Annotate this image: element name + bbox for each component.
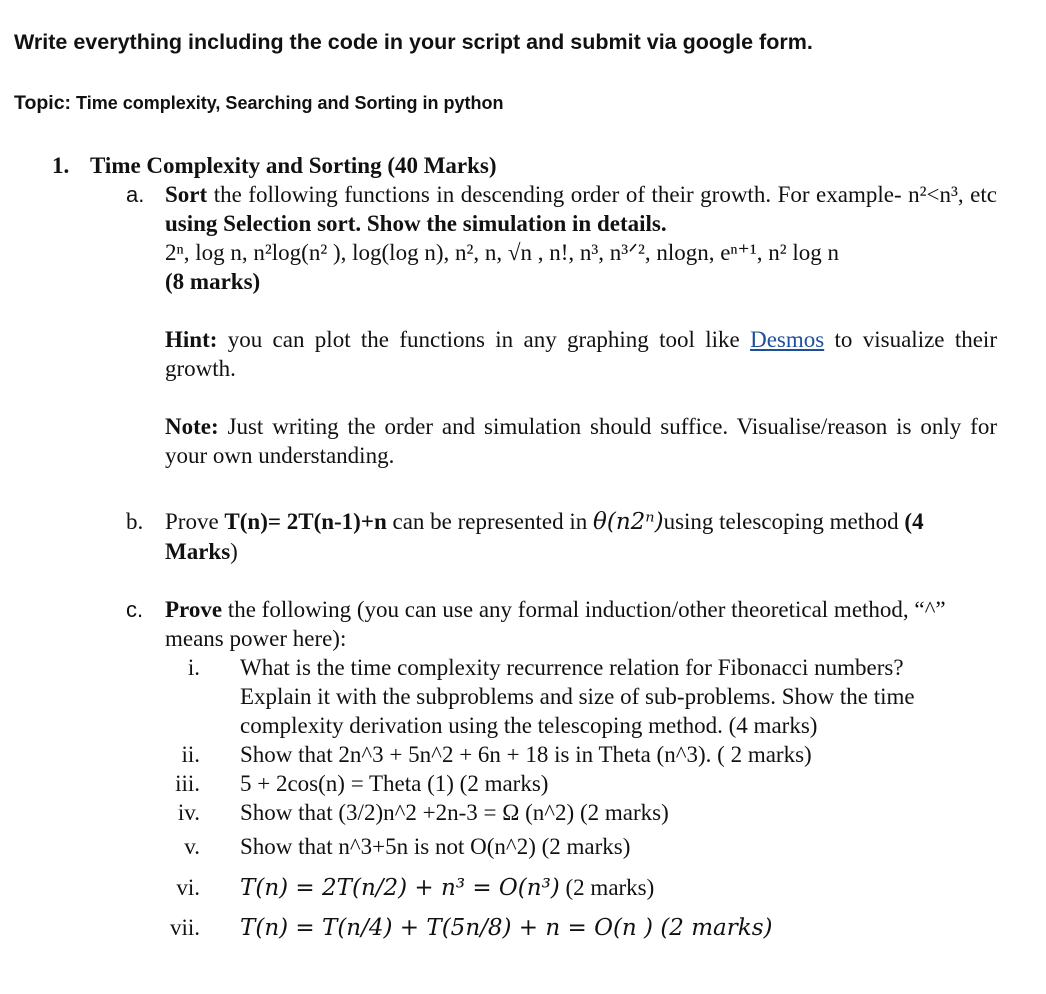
item-v-numeral: v. [184, 834, 200, 859]
topic-label: Topic: [14, 92, 72, 114]
part-b-theta: θ(n2ⁿ) [593, 509, 664, 535]
item-v-line: Show that n^3+5n is not O(n^2) (2 marks) [240, 834, 631, 859]
item-iii-numeral: iii. [175, 771, 200, 796]
item-vi-marks: (2 marks) [559, 875, 655, 900]
item-vii-math: T(n) = T(n/4) + T(5n/8) + n = O(n ) (2 marks) [240, 915, 773, 941]
part-c-intro: the following (you can use any formal induction/other theoretical method, “^” means power here): [165, 597, 946, 651]
item-i-numeral: i. [187, 655, 200, 680]
item-i-line-1: What is the time complexity recurrence relation for Fibonacci numbers? [240, 655, 904, 680]
question-title: Time Complexity and Sorting (40 Marks) [90, 153, 497, 178]
function-list: 2ⁿ, log n, n²log(n² ), log(log n), n², n, √n , n!, n³, n³ᐟ², nlogn, eⁿ⁺¹, n² log n [165, 240, 839, 265]
sort-word: Sort [165, 182, 208, 207]
part-b-recurrence: T(n)= 2T(n-1)+n [224, 509, 387, 534]
item-i-line-3: complexity derivation using the telescoping method. (4 marks) [240, 713, 818, 738]
part-a-intro: the following functions in descending order of their growth. For example- [207, 182, 902, 207]
part-c-prove: Prove [165, 597, 223, 622]
item-iv-line: Show that (3/2)n^2 +2n-3 = Ω (n^2) (2 marks) [240, 800, 669, 825]
item-vii-line [240, 913, 772, 943]
topic-text: Time complexity, Searching and Sorting in python [71, 93, 504, 113]
instruction-heading: Write everything including the code in your script and submit via google form. [14, 30, 813, 54]
question-number: 1. [52, 153, 70, 178]
part-b-text-2: using telescoping method [663, 509, 905, 534]
item-ii-numeral: ii. [181, 742, 200, 767]
part-c-text [165, 595, 997, 653]
part-b-marks: (4 Marks [165, 509, 924, 564]
note-text: Just writing the order and simulation should suffice. Visualise/reason is only for your own understanding. [165, 414, 997, 468]
part-b-text-1: can be represented in [386, 509, 594, 534]
note-paragraph [165, 412, 997, 470]
hint-paragraph [165, 325, 997, 383]
desmos-link[interactable]: Desmos [750, 327, 825, 352]
item-vii-numeral: vii. [169, 915, 200, 940]
item-iii-line: 5 + 2cos(n) = Theta (1) (2 marks) [240, 771, 549, 796]
part-b-letter: b. [126, 509, 144, 534]
hint-label: Hint: [165, 327, 218, 352]
item-i-line-2: Explain it with the subproblems and size of sub-problems. Show the time [240, 684, 915, 709]
hint-text-2: to visualize their growth. [165, 327, 997, 381]
item-vi-math: T(n) = 2T(n/2) + n³ = O(n³) [240, 875, 560, 901]
part-a-letter: a. [126, 182, 145, 207]
note-label: Note: [165, 414, 219, 439]
part-a-text [165, 180, 997, 238]
part-c-letter: c. [126, 597, 144, 622]
part-b-text [165, 507, 997, 566]
item-iv-numeral: iv. [177, 800, 200, 825]
item-vi-numeral: vi. [176, 875, 200, 900]
part-b-marks-close: ) [230, 539, 238, 564]
hint-text-1: you can plot the functions in any graphing tool like [217, 327, 751, 352]
part-a-example: n²<n³, etc [908, 182, 997, 207]
part-b-prove: Prove [165, 509, 225, 534]
topic-line [14, 92, 503, 115]
item-vi-line [240, 873, 654, 903]
part-a-marks: (8 marks) [165, 269, 261, 294]
item-ii-line: Show that 2n^3 + 5n^2 + 6n + 18 is in Theta (n^3). ( 2 marks) [240, 742, 812, 767]
part-a-instruction: using Selection sort. Show the simulation in details. [165, 211, 667, 236]
